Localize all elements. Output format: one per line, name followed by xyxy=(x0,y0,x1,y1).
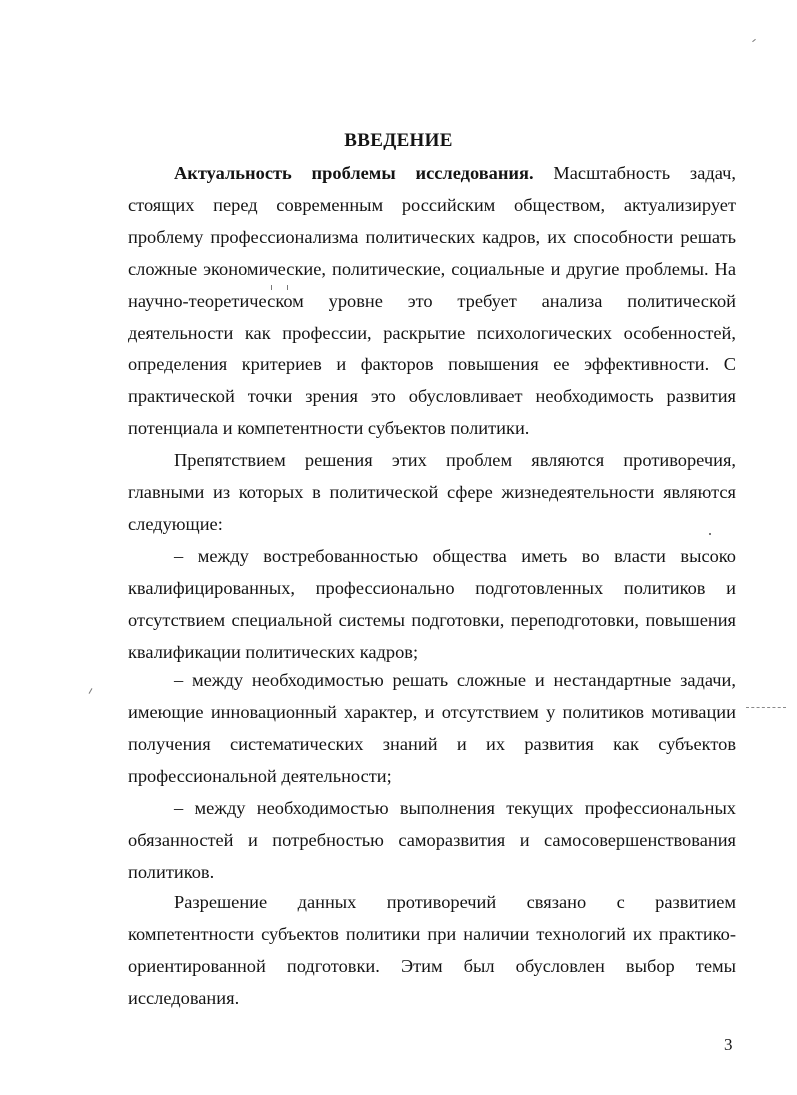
scan-speck xyxy=(709,533,711,535)
list-item-contradiction-3 xyxy=(128,793,736,889)
page-number: 3 xyxy=(724,1035,733,1054)
paragraph-relevance xyxy=(128,158,736,445)
list-item-contradiction-2 xyxy=(128,665,736,793)
paragraph-contradictions-intro xyxy=(128,445,736,541)
paragraph-text: – между необходимостью выполнения текущих профессиональных обязанностей и потребностью саморазвития и самосовершенствования политиков. xyxy=(128,798,736,882)
scan-speck xyxy=(752,39,756,42)
paragraph-text: Разрешение данных противоречий связано с развитием компетентности субъектов политики при наличии технологий их практико-ориентированной подготовки. Этим был обусловлен выбор темы исследования. xyxy=(128,892,736,1008)
page-title: ВВЕДЕНИЕ xyxy=(344,130,453,151)
scan-speck xyxy=(271,285,272,290)
scan-speck xyxy=(287,285,288,290)
scan-dash-mark xyxy=(746,707,786,710)
scan-speck xyxy=(89,688,93,694)
paragraph-text: – между необходимостью решать сложные и нестандартные задачи, имеющие инновационный характер, и отсутствием у политиков мотивации получения систематических знаний и их развития как субъектов профессиональной деятельности; xyxy=(128,670,736,786)
paragraph-text: Препятствием решения этих проблем являются противоречия, главными из которых в политической сфере жизнедеятельности являются следующие: xyxy=(128,450,736,534)
paragraph-text: – между востребованностью общества иметь во власти высоко квалифицированных, профессионально подготовленных политиков и отсутствием специальной системы подготовки, переподготовки, повышения квалификации политических кадров; xyxy=(128,546,736,662)
paragraph-lead: Актуальность проблемы исследования. xyxy=(174,163,534,183)
paragraph-resolution xyxy=(128,887,736,1015)
paragraph-text: Масштабность задач, стоящих перед современным российским обществом, актуализирует проблему профессионализма политических кадров, их способности решать сложные экономические, политические, социальные и другие проблемы. На научно-теоретическом уровне это требует анализа политической деятельности как профессии, раскрытие психологических особенностей, определения критериев и факторов повышения ее эффективности. С практической точки зрения это обусловливает необходимость развития потенциала и компетентности субъектов политики. xyxy=(128,163,736,439)
list-item-contradiction-1 xyxy=(128,541,736,669)
